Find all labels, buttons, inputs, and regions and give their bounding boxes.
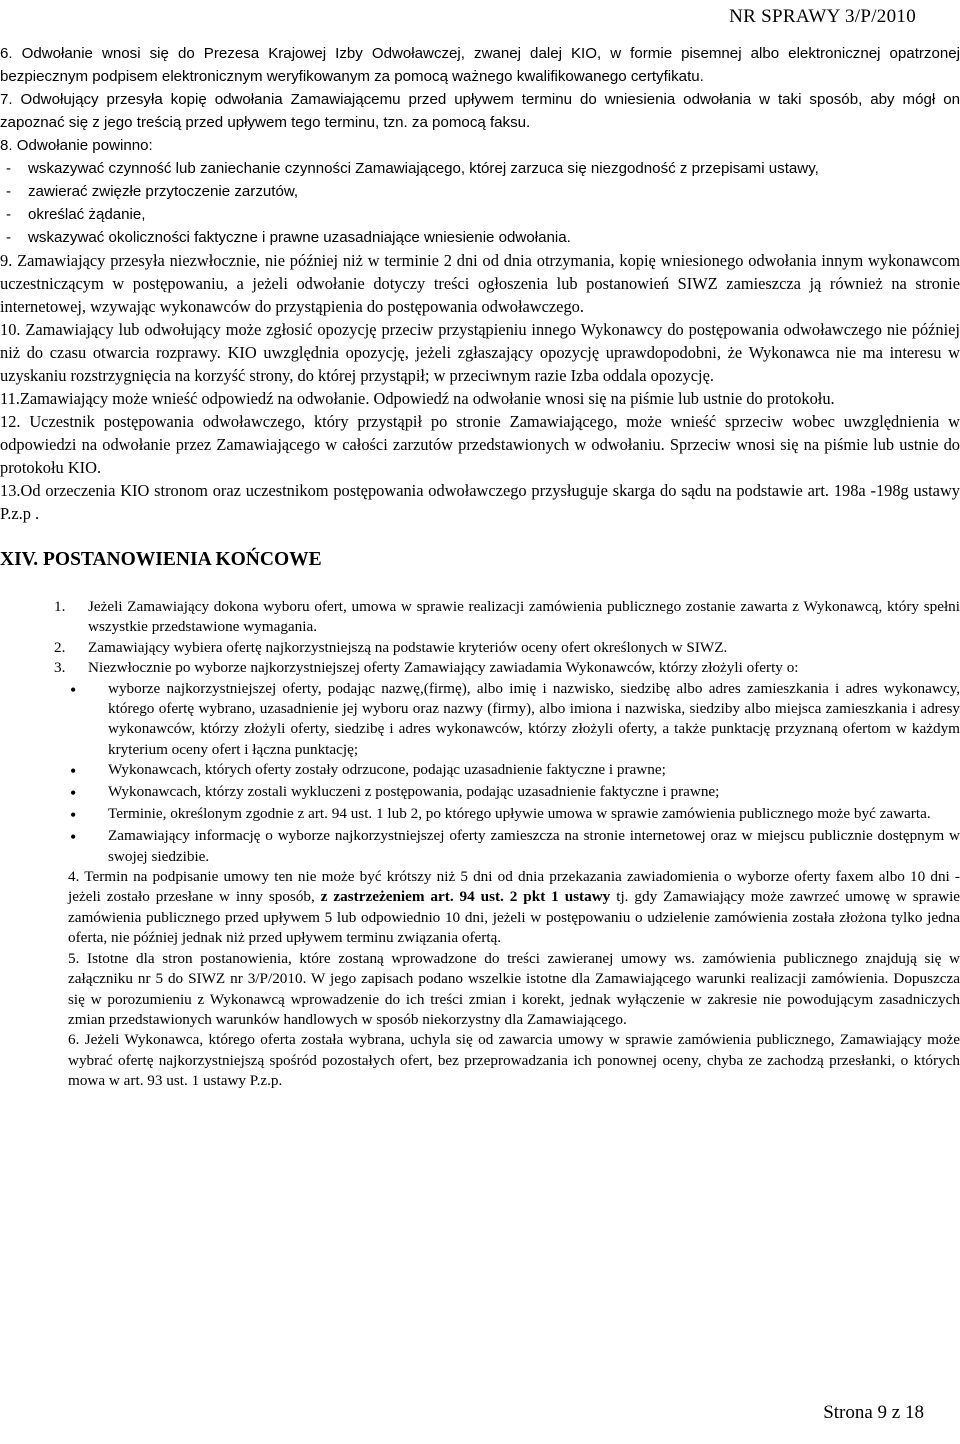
list-item-text: zawierać zwięzłe przytoczenie zarzutów, xyxy=(28,183,299,200)
list-item-text: Zamawiający informację o wyborze najkorzystniejszej oferty zamieszcza na stronie internetowej oraz w miejscu publicznie dostępnym w swojej siedzibie. xyxy=(108,827,960,865)
list-item xyxy=(6,180,960,203)
list-item xyxy=(0,826,960,867)
paragraph-13: 13.Od orzeczenia KIO stronom oraz uczestnikom postępowania odwoławczego przysługuje skarga do sądu na podstawie art. 198a -198g ustawy P.z.p . xyxy=(0,481,960,523)
paragraph-8-intro: 8. Odwołanie powinno: xyxy=(0,137,153,154)
bullet-marker: • xyxy=(70,761,77,782)
paragraph-final-6: 6. Jeżeli Wykonawca, którego oferta została wybrana, uchyla się od zawarcia umowy w sprawie zamówienia publicznego, Zamawiający może wybrać ofertę najkorzystniejszą spośród pozostałych ofert, bez przeprowadzania ich ponownej oceny, chyba ze zachodzą przesłanki, o których mowa w art. 93 ust. 1 ustawy P.z.p. xyxy=(68,1031,960,1090)
final-paragraphs xyxy=(0,867,960,1091)
list-item-text: Wykonawcach, którzy zostali wykluczeni z postępowania, podając uzasadnienie faktyczne i prawne; xyxy=(108,783,720,801)
list-item xyxy=(6,157,960,180)
list-item xyxy=(0,782,960,804)
paragraph-final-5: 5. Istotne dla stron postanowienia, które zostaną wprowadzone do treści zawieranej umowy ws. zamówienia publicznego znajdują się w załączniku nr 5 do SIWZ nr 3/P/2010. W jego zapisach podano wszelkie istotne dla Zamawiającego warunki realizacji zamówienia. Dopuszcza się w porozumieniu z Wykonawcą wprowadzenie do ich treści zmian i korekt, jednak wyłączenie w zakresie nie powodującym zasadniczych zmian przedstawionych warunków handlowych w sposób niekorzystny dla Zamawiającego. xyxy=(68,949,960,1028)
list-item-text: Terminie, określonym zgodnie z art. 94 ust. 1 lub 2, po którego upływie umowa w sprawie zamówienia publicznego może być zawarta. xyxy=(108,805,931,823)
bullet-marker: • xyxy=(70,827,77,848)
list-item xyxy=(6,203,960,226)
list-item-text: Jeżeli Zamawiający dokona wyboru ofert, umowa w sprawie realizacji zamówienia publicznego zostanie zawarta z Wykonawcą, który spełni wszystkie przedstawione wymagania. xyxy=(88,598,960,636)
list-item xyxy=(6,226,960,249)
list-item xyxy=(0,658,960,678)
paragraph-final-4-bold: z zastrzeżeniem art. 94 ust. 2 pkt 1 ustawy xyxy=(320,888,611,906)
final-provisions xyxy=(0,597,960,1092)
list-item xyxy=(0,804,960,826)
paragraph-6: 6. Odwołanie wnosi się do Prezesa Krajowej Izby Odwoławczej, zwanej dalej KIO, w formie pisemnej albo elektronicznej opatrzonej bezpiecznym podpisem elektronicznym weryfikowanym za pomocą ważnego kwalifikowanego certyfikatu. xyxy=(0,45,960,85)
list-item xyxy=(0,597,960,638)
dash-marker: - xyxy=(6,160,12,177)
dash-marker: - xyxy=(6,206,12,223)
list-item-text: wskazywać okoliczności faktyczne i prawne uzasadniające wniesienie odwołania. xyxy=(28,229,571,246)
dash-marker: - xyxy=(6,183,12,200)
list-item-text: Zamawiający wybiera ofertę najkorzystniejszą na podstawie kryteriów oceny ofert określonych w SIWZ. xyxy=(88,638,728,656)
list-item-text: określać żądanie, xyxy=(28,206,146,223)
dash-marker: - xyxy=(6,229,12,246)
paragraph-final-4 xyxy=(68,867,960,949)
list-item xyxy=(0,760,960,782)
document-body xyxy=(0,42,960,1092)
list-item xyxy=(0,638,960,658)
page-number: Strona 9 z 18 xyxy=(823,1402,924,1423)
list-item-text: wyborze najkorzystniejszej oferty, podając nazwę,(firmę), albo imię i nazwisko, siedzibę albo adres zamieszkania i adres wykonawcy, którego ofertę wybrano, uzasadnienie jej wyboru oraz nazwy (firmy), albo imiona i nazwiska, siedziby albo miejsca zamieszkania i adresy wykonawców, którzy złożyli oferty, siedzibę i adres wykonawców, którzy złożyli oferty, a także punktację przyznaną ofertom w każdym kryterium oceny ofert i łączna punktację; xyxy=(108,679,960,758)
item-number: 3. xyxy=(54,659,66,677)
paragraph-final-4-part2: tj. gdy Zamawiający może zawrzeć umowę w sprawie zamówienia publicznego przed upływem 5 lub odpowiednio 10 dni, jeżeli w postępowaniu o udzielenie zamówienia została złożona tylko jedna oferta, nie później jednak niż przed upływem terminu związania ofertą. xyxy=(68,888,960,947)
list-item-text: Wykonawcach, których oferty zostały odrzucone, podając uzasadnienie faktyczne i prawne; xyxy=(108,761,666,779)
item-number: 2. xyxy=(54,638,66,656)
list-item-text: wskazywać czynność lub zaniechanie czynności Zamawiającego, której zarzuca się niezgodność z przepisami ustawy, xyxy=(28,160,819,177)
bullet-marker: • xyxy=(70,679,77,700)
list-item-text: Niezwłocznie po wyborze najkorzystniejszej oferty Zamawiający zawiadamia Wykonawców, którzy złożyli oferty o: xyxy=(88,659,799,677)
paragraph-12: 12. Uczestnik postępowania odwoławczego, który przystąpił po stronie Zamawiającego, może wnieść sprzeciw wobec uwzględnienia w odpowiedzi na odwołanie przez Zamawiającego w całości zarzutów przedstawionych w odwołaniu. Sprzeciw wnosi się na piśmie lub ustnie do protokołu KIO. xyxy=(0,412,960,477)
item-number: 1. xyxy=(54,598,66,615)
paragraph-11: 11.Zamawiający może wnieść odpowiedź na odwołanie. Odpowiedź na odwołanie wnosi się na piśmie lub ustnie do protokołu. xyxy=(0,389,835,408)
paragraph-8 xyxy=(0,134,960,249)
bullet-marker: • xyxy=(70,805,77,826)
paragraph-final-4-part1: 4. Termin na podpisanie umowy ten nie może być krótszy niż 5 dni od dnia przekazania zawiadomienia o wyborze oferty faxem albo 10 dni - jeżeli zostało przesłane w inny sposób, xyxy=(68,868,960,906)
paragraph-9: 9. Zamawiający przesyła niezwłocznie, nie później niż w terminie 2 dni od dnia otrzymania, kopię wniesionego odwołania innym wykonawcom uczestniczącym w postępowaniu, a jeżeli odwołanie dotyczy treści ogłoszenia lub postanowień SIWZ zamieszcza ją również na stronie internetowej, wzywając wykonawców do przystąpienia do postępowania odwoławczego. xyxy=(0,251,960,316)
bullet-marker: • xyxy=(70,783,77,804)
document-header: NR SPRAWY 3/P/2010 xyxy=(729,6,916,27)
list-item xyxy=(0,679,960,761)
paragraph-10: 10. Zamawiający lub odwołujący może zgłosić opozycję przeciw przystąpieniu innego Wykonawcy do postępowania odwoławczego nie później niż do czasu otwarcia rozprawy. KIO uwzględnia opozycję, jeżeli zgłaszający opozycję uprawdopodobni, że Wykonawca nie ma interesu w uzyskaniu rozstrzygnięcia na korzyść strony, do której przystąpił; w przeciwnym razie Izba oddala opozycję. xyxy=(0,320,960,385)
paragraph-7: 7. Odwołujący przesyła kopię odwołania Zamawiającemu przed upływem terminu do wniesienia odwołania w taki sposób, aby mógł on zapoznać się z jego treścią przed upływem tego terminu, tzn. za pomocą faksu. xyxy=(0,91,960,131)
section-heading: XIV. POSTANOWIENIA KOŃCOWE xyxy=(0,549,322,570)
